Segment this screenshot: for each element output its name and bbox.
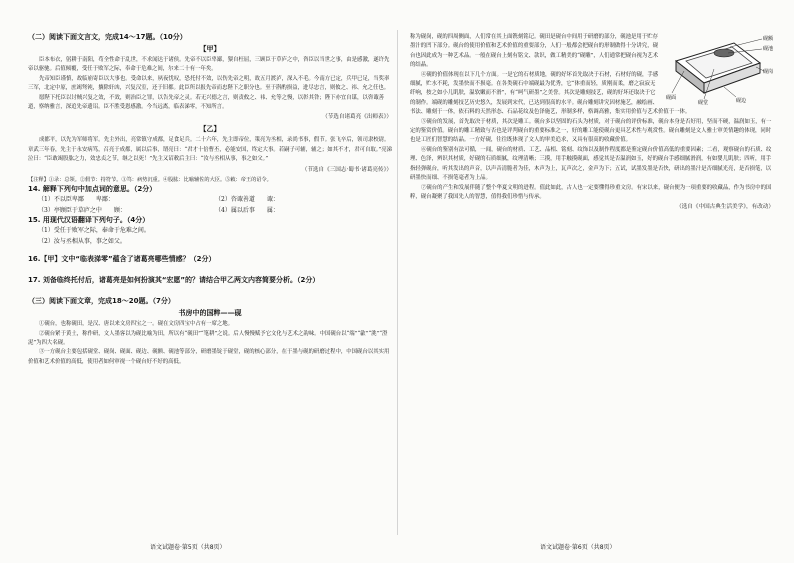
question-16: 16.【甲】文中“临表涕零”蕴含了诸葛亮哪些情感？（2分） [28, 255, 216, 264]
label-yan-e: 砚额 [763, 36, 774, 42]
q15-item-1: （1）受任于败军之际，奉命于危难之间。 [38, 227, 150, 235]
right-paragraph-2: ④砚的价值体现在以下几个方面。一是它的石材质地，砚的好坏首先取决于石材，石材好的砚，手感细腻，贮水不耗，发墨快而不损毫。在各类砚石中端砚最为优秀，它“体重而轻，质刚而柔，磨之寂寂无纤响，按之如小儿肌肤，温软嫩而不滑”，有“呵气研墨”之美誉。其次是雕刻技艺，砚的好坏还取决于它的制作。端砚的雕刻技艺历史悠久，发展到宋代，已达到很高的水平。砚台雕刻讲究因材施艺，融绘画、书法、雕刻于一体，依石料的天然形态、石品花纹及色泽施艺，形制多样，格调高雅，集实用价值与艺术价值于一体。 [410, 71, 691, 116]
jia-source: （节选自诸葛亮《出师表》） [322, 114, 392, 121]
article-paragraph-3: ③一方砚台主要包括砚堂、砚岗、砚面、砚边、砚额、砚池等部分，研磨墨锭于砚堂，砚的核心部分，在于墨与砚的研磨过程中，中国砚台以其实用价值和艺术价值的高低，使用者如何审视一个砚台好不好的高低。 [28, 349, 390, 365]
jia-label: 【甲】 [199, 45, 221, 53]
label-yan-mian: 砚面 [666, 95, 677, 101]
inkstone-diagram-svg [664, 33, 774, 105]
label-yan-chi: 砚池 [763, 46, 774, 52]
right-paragraph-4: ⑥砚台的鉴别有法可循，一闻，砚台的材质、工艺、品相、铭刻、纹饰以及制作程度都是鉴定砚台价值高低的重要因素；二看，观察砚台的石质、纹理、色泽，辨识其材质，好砚的石质细腻，纹理清晰；三摸，用手触摸砚面，感觉其是否温润如玉，好的砚台手感细腻滑润，有如婴儿肌肤；四听，用手指轻弹砚台，听其发出的声音，以声音清脆者为佳，木声为上，瓦声次之，金声为下；五试，试墨发墨是否快，研出的墨汁是否细腻光亮，是否损笔，以研墨快而细、不损笔毫者为上品。 [410, 146, 772, 182]
yi-paragraph-1: 成都平，以先为军师将军。先主外出，亮常镇守成都，足食足兵。二十六年，先主即帝位，策亮为丞相，录尚书事，假节。张飞卒后，领司隶校尉。章武三年春，先主于永安病笃，召亮于成都，属以后事，谓亮曰：“君才十倍曹丕，必能安国，终定大事。若嗣子可辅，辅之；如其不才，君可自取。”亮涕泣曰：“臣敢竭股肱之力，效忠贞之节，继之以死！”先主又诏敕后主曰：“汝与丞相从事，事之如父。” [28, 137, 392, 163]
inkstone-diagram [664, 33, 774, 105]
q15-row-2 [38, 236, 392, 247]
question-14: 14. 解释下列句中加点词的意思。（2分） [28, 185, 157, 194]
footer-left: 语文试题卷·第5页（共8页） [150, 544, 226, 551]
column-divider [397, 30, 398, 535]
label-yan-gang: 砚岗 [763, 69, 774, 75]
label-yan-bian: 砚边 [736, 98, 747, 104]
q15-row-1 [38, 225, 392, 236]
jia-paragraph-1: 臣本布衣，躬耕于南阳，苟全性命于乱世，不求闻达于诸侯。先帝不以臣卑鄙，猥自枉屈，三顾臣于草庐之中，咨臣以当世之事，由是感激，遂许先帝以驱驰。后值倾覆，受任于败军之际，奉命于危难之间，尔来二十有一年矣。 [28, 57, 390, 73]
right-source: （选自《中国古典生活美学》，有改动） [676, 204, 774, 211]
article-title: 书房中的国粹——砚 [178, 309, 242, 318]
q14-item-1: （1）不以臣卑鄙 卑鄙： [38, 196, 114, 204]
left-column [28, 33, 392, 367]
question-15: 15. 用现代汉语翻译下列句子。（4分） [28, 216, 150, 225]
jia-paragraph-3: 愿陛下托臣以讨贼兴复之效，不效，则治臣之罪，以告先帝之灵。若无兴德之言，则责攸之、祎、允等之慢，以彰其咎；陛下亦宜自谋，以咨诹善道，察纳雅言，深追先帝遗诏。臣不胜受恩感激。今当远离，临表涕零，不知所言。 [28, 94, 385, 111]
question-17: 17. 刘备临终托付后，诸葛亮是如何扮演其“宏愿”的？请结合甲乙两文内容简要分析。（2分） [28, 276, 320, 285]
label-yan-tang: 砚堂 [698, 100, 709, 105]
q14-item-2: （2）咨诹善道 诹： [215, 196, 279, 204]
right-column [410, 33, 774, 213]
article-paragraph-1: ①砚台，也称砚田，是汉、唐以来文房四宝之一。砚在文房四宝中占有一席之地。 [39, 321, 234, 328]
jia-paragraph-2: 先帝知臣谨慎，故临崩寄臣以大事也。受命以来，夙夜忧叹，恐托付不效，以伤先帝之明，故五月渡泸，深入不毛。今南方已定，兵甲已足，当奖率三军，北定中原，庶竭驽钝，攘除奸凶，兴复汉室，还于旧都。此臣所以报先帝而忠陛下之职分也。至于斟酌损益，进尽忠言，则攸之、祎、允之任也。 [28, 75, 390, 92]
right-paragraph-5: ⑦砚台的产生和发展伴随了整个华夏文明的进程。值此如此，古人也一定要懂得珍重文房。有宋以来，砚台便为一项重要的收藏品，作为书房中的国粹，砚台凝聚了我国先人的智慧，值得我们珍惜与传承。 [410, 184, 772, 200]
q14-item-4: （4）属以后事 属： [215, 207, 279, 215]
annotation-note: 【注释】①录：总领。②假节：持符节。③笃：病势沉重。④股肱：比喻辅佐的大臣。⑤敕：帝王的诏令。 [28, 176, 272, 183]
yi-label: 【乙】 [199, 125, 221, 134]
right-paragraph-3: ⑤砚台的发展，首先取决于材质，其次是雕工。砚台多以坚固的石头为材质，对于砚台的评价标准，砚台本身是否好用，坚而不硬，温润如玉，有一定的鉴赏价值。砚台的雕工精致与否也是评判砚台的重要标准之一，好的雕工能使砚台更具艺术性与观赏性。砚台雕刻是文人雅士审美情趣的体现，同时也是工匠们智慧的结晶。一方好砚，往往既体现了文人的审美追求，又具有很高的收藏价值。 [410, 118, 772, 144]
q14-item-3: （3）亭顾臣于草庐之中 顾： [38, 207, 126, 215]
q14-row-2 [38, 205, 392, 216]
right-paragraph-1: 称为砚岗，砚的四周侧面，人们常在其上面镌刻铭记。砚田是砚台中间用于研磨的部分，砚池是用于贮存墨汁的凹下部分。砚台的使用价值和艺术价值的重要部分，人们一般都会把砚台的形制做得十分讲究，砚台也因此成为一种艺术品。一般在砚台上刻有铭文、款识，做工精美的“砚雕”，人们通常把砚台视为艺术的结晶。 [410, 34, 659, 69]
section3-heading: （三）阅读下面文章，完成18～20题。（7分） [28, 297, 175, 306]
q14-row-1 [38, 194, 392, 205]
footer-right: 语文试题卷·第6页（共8页） [540, 544, 616, 551]
section2-heading: （二）阅读下面文言文，完成14～17题。（10分） [28, 33, 187, 41]
yi-source: （节选自《三国志·蜀书·诸葛亮传》） [301, 166, 392, 173]
article-paragraph-2: ②砚台紧于黄土，称作研，文人墨客以为砚比喻为田，所以有“砚田”“笔耕”之说。后人慢慢赋予它文化与艺术之韵味。中国砚台以“端”“歙”“洮”“澄泥”为四大名砚。 [28, 330, 388, 347]
q15-item-2: （2）汝与丞相从事，事之如父。 [38, 238, 126, 246]
